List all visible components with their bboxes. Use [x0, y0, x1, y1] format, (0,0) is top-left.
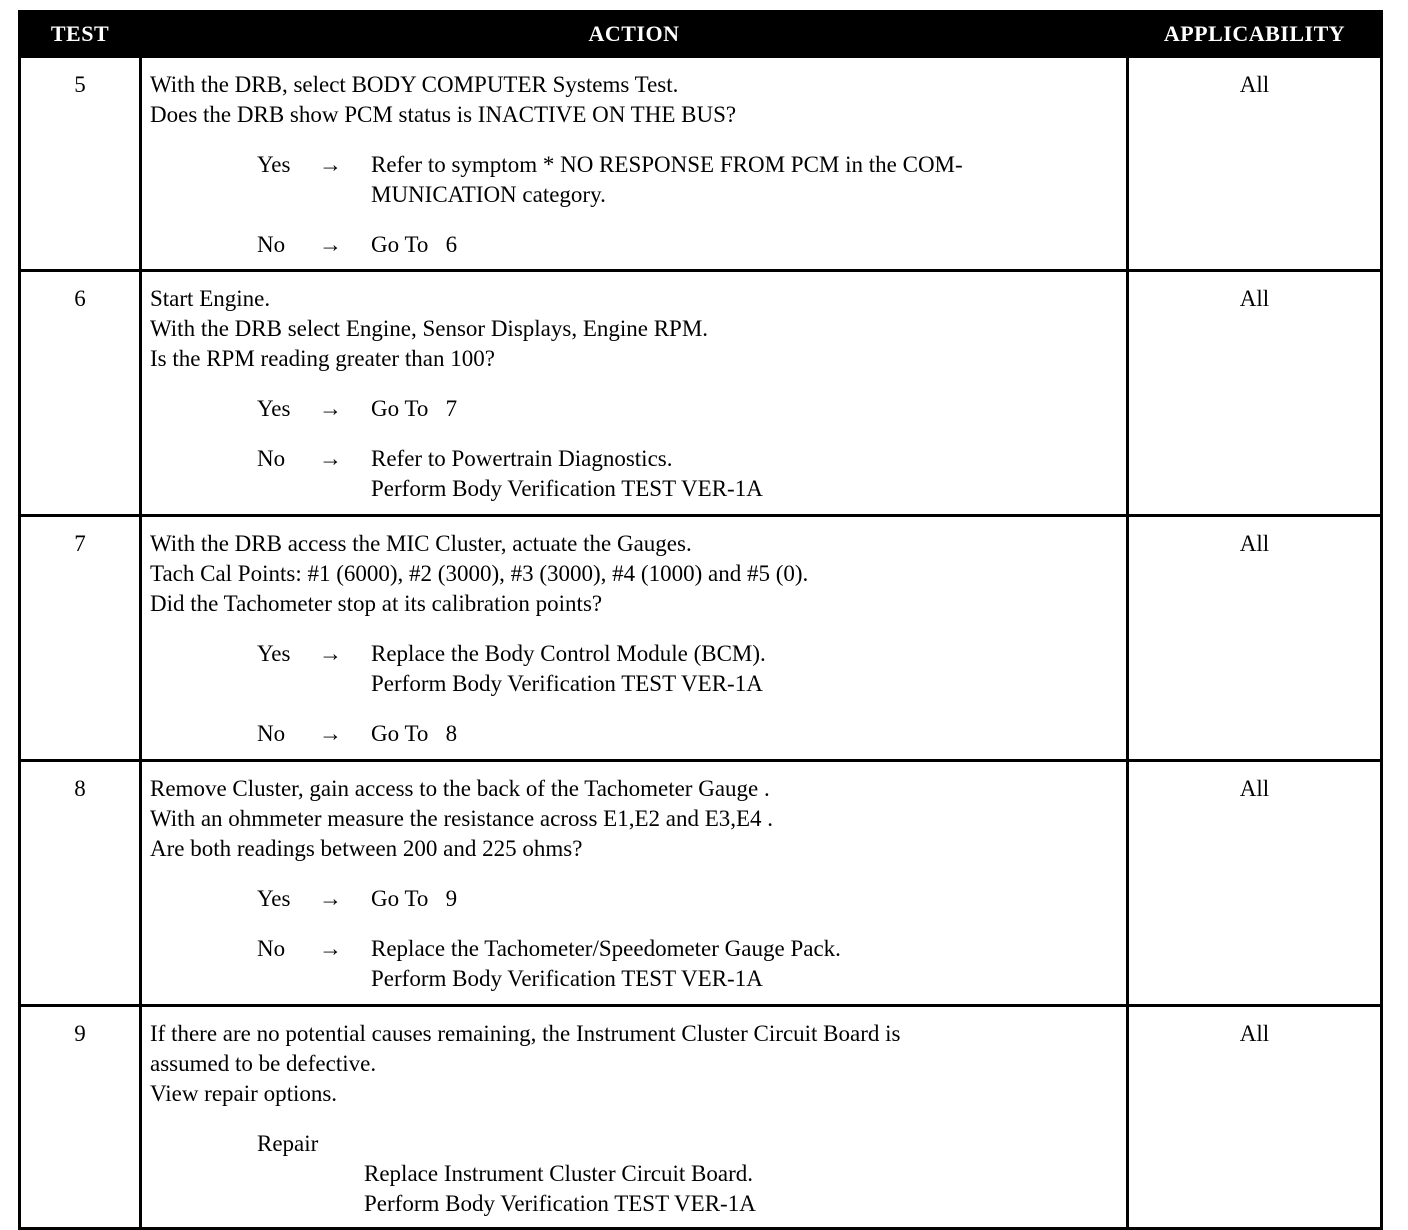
test-number: 5 [20, 57, 141, 271]
response-line: MUNICATION category. [371, 182, 606, 207]
response-text [371, 394, 1118, 424]
table-row [20, 1006, 1382, 1229]
response-text [371, 639, 1118, 699]
table-row [20, 761, 1382, 1006]
response-line: Go To 8 [371, 721, 458, 746]
repair-line: Replace Instrument Cluster Circuit Board. [364, 1161, 753, 1186]
applicability-value: All [1128, 271, 1382, 516]
action-line: Does the DRB show PCM status is INACTIVE ON THE BUS? [150, 102, 737, 127]
response-yes [150, 639, 1118, 699]
action-line: With the DRB access the MIC Cluster, actuate the Gauges. [150, 531, 692, 556]
applicability-value: All [1128, 57, 1382, 271]
table-row [20, 57, 1382, 271]
diagnostic-table [18, 10, 1383, 1230]
response-text [371, 884, 1118, 914]
response-label: No [257, 446, 286, 471]
action-line: With the DRB select Engine, Sensor Displays, Engine RPM. [150, 316, 709, 341]
response-text [371, 230, 1118, 260]
response-label: No [257, 721, 286, 746]
response-line: Go To 7 [371, 396, 458, 421]
action-line: Remove Cluster, gain access to the back of the Tachometer Gauge . [150, 776, 770, 801]
table-row [20, 271, 1382, 516]
diagnostic-procedure-table-page [18, 10, 1380, 1230]
table-body [20, 57, 1382, 1229]
action-cell [141, 516, 1128, 761]
test-number: 6 [20, 271, 141, 516]
applicability-value: All [1128, 761, 1382, 1006]
action-line: Tach Cal Points: #1 (6000), #2 (3000), #3 (3000), #4 (1000) and #5 (0). [150, 561, 809, 586]
response-line: Refer to symptom * NO RESPONSE FROM PCM in the COM- [371, 152, 963, 177]
action-cell [141, 271, 1128, 516]
repair-label: Repair [257, 1131, 319, 1156]
repair-line: Perform Body Verification TEST VER-1A [364, 1191, 756, 1216]
right-arrow-icon: → [319, 232, 342, 257]
test-number: 8 [20, 761, 141, 1006]
response-text [371, 150, 1118, 210]
applicability-value: All [1128, 1006, 1382, 1229]
action-line: assumed to be defective. [150, 1051, 377, 1076]
action-line: Is the RPM reading greater than 100? [150, 346, 495, 371]
response-label: Yes [257, 641, 291, 666]
right-arrow-icon: → [319, 641, 342, 666]
response-yes [150, 884, 1118, 914]
action-line: Are both readings between 200 and 225 ohms? [150, 836, 583, 861]
response-line: Replace the Tachometer/Speedometer Gauge Pack. [371, 936, 841, 961]
response-label: Yes [257, 886, 291, 911]
action-line: View repair options. [150, 1081, 338, 1106]
right-arrow-icon: → [319, 396, 342, 421]
action-cell [141, 761, 1128, 1006]
action-line: With an ohmmeter measure the resistance across E1,E2 and E3,E4 . [150, 806, 774, 831]
action-line: Start Engine. [150, 286, 271, 311]
right-arrow-icon: → [319, 936, 342, 961]
response-text [371, 444, 1118, 504]
response-line: Perform Body Verification TEST VER-1A [371, 476, 763, 501]
response-label: No [257, 936, 286, 961]
table-row [20, 516, 1382, 761]
header-action: ACTION [141, 12, 1128, 57]
right-arrow-icon: → [319, 721, 342, 746]
response-line: Go To 6 [371, 232, 458, 257]
response-no [150, 230, 1118, 260]
response-label: No [257, 232, 286, 257]
right-arrow-icon: → [319, 446, 342, 471]
header-applicability: APPLICABILITY [1128, 12, 1382, 57]
repair-options [364, 1159, 1118, 1219]
response-yes [150, 150, 1118, 210]
action-cell [141, 57, 1128, 271]
table-header [20, 12, 1382, 57]
test-number: 9 [20, 1006, 141, 1229]
response-line: Perform Body Verification TEST VER-1A [371, 671, 763, 696]
response-label: Yes [257, 152, 291, 177]
applicability-value: All [1128, 516, 1382, 761]
response-no [150, 719, 1118, 749]
action-cell [141, 1006, 1128, 1229]
response-text [371, 934, 1118, 994]
action-line: Did the Tachometer stop at its calibration points? [150, 591, 603, 616]
response-no [150, 934, 1118, 994]
response-no [150, 444, 1118, 504]
action-line: With the DRB, select BODY COMPUTER Systems Test. [150, 72, 679, 97]
response-line: Refer to Powertrain Diagnostics. [371, 446, 673, 471]
action-line: If there are no potential causes remaining, the Instrument Cluster Circuit Board is [150, 1021, 901, 1046]
response-label: Yes [257, 396, 291, 421]
header-test: TEST [20, 12, 141, 57]
response-line: Replace the Body Control Module (BCM). [371, 641, 766, 666]
response-yes [150, 394, 1118, 424]
right-arrow-icon: → [319, 886, 342, 911]
response-text [371, 719, 1118, 749]
response-line: Perform Body Verification TEST VER-1A [371, 966, 763, 991]
right-arrow-icon: → [319, 152, 342, 177]
test-number: 7 [20, 516, 141, 761]
response-line: Go To 9 [371, 886, 458, 911]
